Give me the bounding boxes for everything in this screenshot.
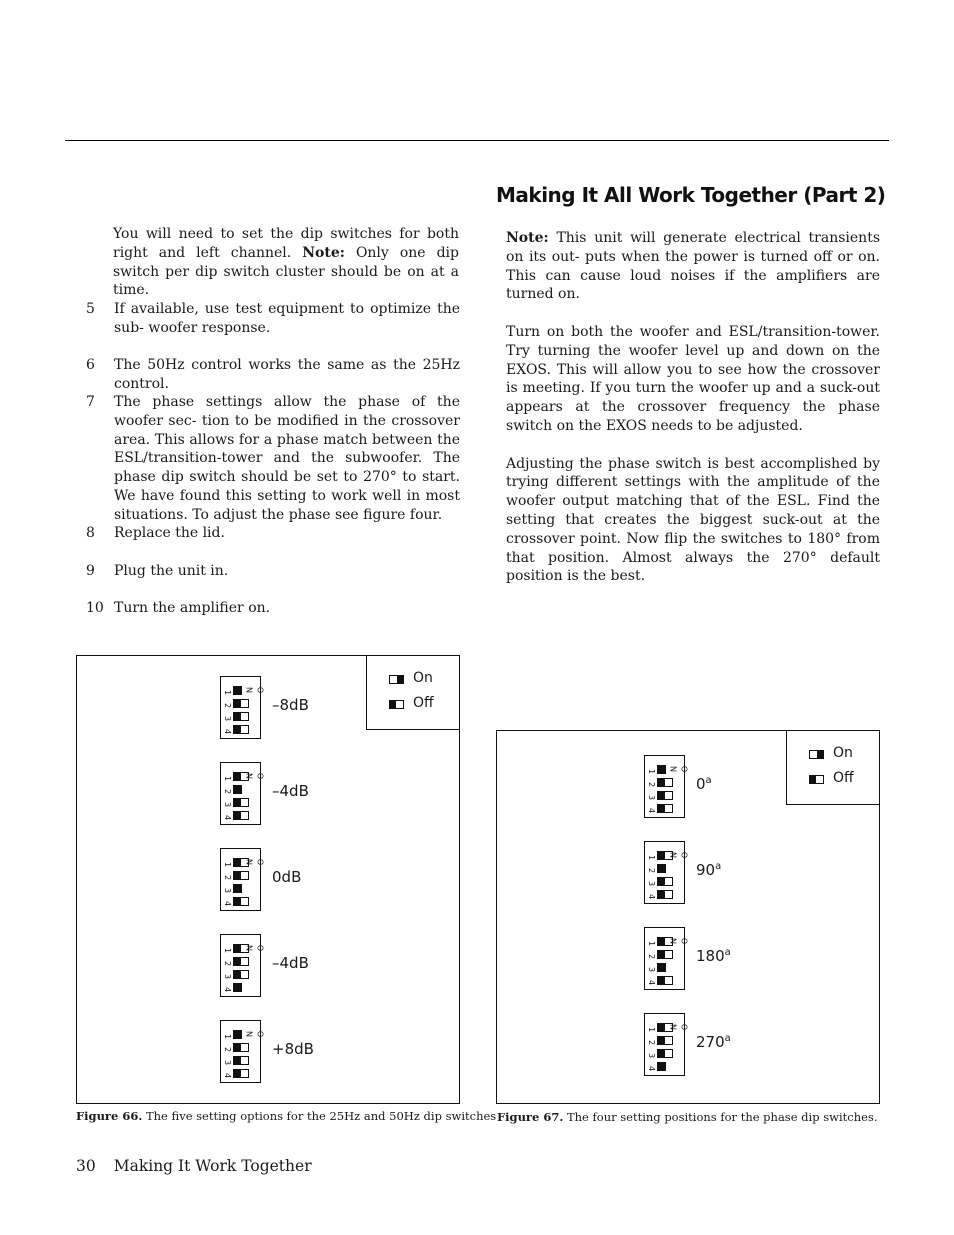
- step-text: Plug the unit in.: [114, 563, 229, 579]
- dip-switch-cluster: [220, 1020, 265, 1083]
- note-paragraph: [506, 229, 880, 304]
- switch-number: 4: [223, 986, 232, 993]
- switch-on: [657, 864, 666, 873]
- switch-off: [657, 1049, 673, 1058]
- switch-off: [233, 871, 249, 880]
- legend-off-label: Off: [413, 695, 434, 711]
- switch-number: 3: [647, 794, 656, 801]
- setting-value: 90: [696, 861, 716, 879]
- caption-label: Figure 67.: [497, 1110, 564, 1124]
- switch-number: 4: [647, 1065, 656, 1072]
- left-intro: [113, 225, 459, 300]
- legend-on-label: On: [413, 670, 433, 686]
- setting-superscript: a: [715, 861, 722, 872]
- setting-value: –4dB: [272, 954, 309, 972]
- switch-number: 3: [223, 973, 232, 980]
- switch-number: 2: [223, 702, 232, 709]
- setting-superscript: a: [724, 1033, 731, 1044]
- dip-switch-cluster: [644, 755, 689, 818]
- switch-off: [657, 890, 673, 899]
- step-text: If available, use test equipment to optimize the sub- woofer response.: [114, 301, 460, 336]
- switch-number: 1: [647, 768, 656, 775]
- dip-switch-cluster: [220, 762, 265, 825]
- section-heading: Making It All Work Together (Part 2): [496, 183, 886, 207]
- switch-numbers: [647, 1023, 656, 1075]
- setting-label: [696, 861, 721, 879]
- dip-switch-cluster: [220, 848, 265, 911]
- dip-switch-cluster: [644, 927, 689, 990]
- dip-switch-cluster: [220, 934, 265, 997]
- legend: [366, 655, 460, 730]
- switch-off: [233, 897, 249, 906]
- step-text: The phase settings allow the phase of the woofer sec- tion to be modified in the crossover area. This allows for a phase match between the ESL/transition-tower and the subwoofer. The phase dip switch should be set to 270° to start. We have found this setting to work well in most situations. To adjust the phase see figure four.: [114, 394, 460, 523]
- intro-text: You will need to set the dip switches for both right and left channel.: [113, 226, 459, 261]
- on-marker: O N: [668, 765, 689, 773]
- switch-number: 4: [223, 814, 232, 821]
- setting-value: 270: [696, 1033, 725, 1051]
- step-number: 10: [86, 600, 104, 616]
- dip-switch-cluster: [644, 841, 689, 904]
- legend-on-label: On: [833, 745, 853, 761]
- paragraph-1: Turn on both the woofer and ESL/transition-tower. Try turning the woofer level up and down on the EXOS. This will allow you to see how the crossover is meeting. If you turn the woofer up and a suck-out appears at the crossover frequency the phase switch on the EXOS needs to be adjusted.: [506, 323, 880, 434]
- switch-number: 1: [647, 854, 656, 861]
- intro-note-label: Note:: [302, 244, 345, 261]
- switch-number: 4: [223, 1072, 232, 1079]
- dip-switch-cluster: [220, 676, 265, 739]
- footer-section-title: Making It Work Together: [113, 1157, 312, 1175]
- switch-numbers: [647, 937, 656, 989]
- switch-off: [233, 1056, 249, 1065]
- setting-value: –4dB: [272, 782, 309, 800]
- switch-off: [233, 1069, 249, 1078]
- switch-number: 4: [647, 893, 656, 900]
- legend: [786, 730, 880, 805]
- switch-number: 1: [647, 1026, 656, 1033]
- switch-number: 4: [647, 807, 656, 814]
- switch-off: [657, 791, 673, 800]
- switch-numbers: [223, 944, 232, 996]
- switch-number: 4: [647, 979, 656, 986]
- setting-value: –8dB: [272, 696, 309, 714]
- switch-number: 1: [223, 861, 232, 868]
- switch-number: 2: [223, 1046, 232, 1053]
- on-marker: O N: [244, 944, 265, 952]
- switch-off: [657, 1023, 673, 1032]
- on-marker: O N: [244, 772, 265, 780]
- switch-number: 3: [223, 801, 232, 808]
- on-marker: O N: [668, 937, 689, 945]
- setting-label: [696, 947, 731, 965]
- switch-number: 3: [647, 880, 656, 887]
- figure-67-caption: [497, 1110, 877, 1124]
- figure-66: [76, 655, 460, 1104]
- switch-numbers: [223, 772, 232, 824]
- switch-off: [657, 851, 673, 860]
- switch-number: 3: [647, 966, 656, 973]
- switch-numbers: [223, 858, 232, 910]
- setting-value: 0dB: [272, 868, 302, 886]
- setting-value: 180: [696, 947, 725, 965]
- switch-number: 3: [223, 715, 232, 722]
- step-text: Replace the lid.: [114, 525, 225, 541]
- switch-number: 3: [223, 1059, 232, 1066]
- switch-on: [233, 1030, 242, 1039]
- caption-text: The five setting options for the 25Hz and 50Hz dip switches: [145, 1109, 497, 1123]
- setting-label: [696, 1033, 731, 1051]
- dip-switch-cluster: [644, 1013, 689, 1076]
- setting-label: [272, 782, 309, 800]
- switch-number: 2: [647, 1039, 656, 1046]
- setting-label: [272, 696, 309, 714]
- switch-off: [657, 778, 673, 787]
- switch-off: [233, 944, 249, 953]
- switch-off: [233, 798, 249, 807]
- on-marker: O N: [244, 858, 265, 866]
- on-marker: O N: [668, 851, 689, 859]
- switch-off: [657, 950, 673, 959]
- on-marker: O N: [244, 686, 265, 694]
- switch-number: 1: [223, 947, 232, 954]
- switch-number: 2: [647, 781, 656, 788]
- switch-off: [657, 937, 673, 946]
- header-rule: [65, 140, 889, 141]
- step-number: 9: [86, 563, 95, 579]
- setting-superscript: a: [724, 947, 731, 958]
- switch-on: [233, 686, 242, 695]
- figure-66-caption: [76, 1109, 496, 1123]
- switch-off: [233, 811, 249, 820]
- switch-number: 3: [223, 887, 232, 894]
- setting-value: +8dB: [272, 1040, 314, 1058]
- switch-off: [233, 957, 249, 966]
- step-number: 7: [86, 394, 95, 410]
- setting-label: [272, 954, 309, 972]
- page-number: 30: [76, 1157, 96, 1175]
- caption-label: Figure 66.: [76, 1109, 143, 1123]
- switch-on: [657, 1062, 666, 1071]
- on-marker: O N: [668, 1023, 689, 1031]
- switch-off: [233, 725, 249, 734]
- switch-number: 4: [223, 728, 232, 735]
- step-number: 6: [86, 357, 95, 373]
- switch-number: 2: [647, 953, 656, 960]
- switch-on-icon: [389, 675, 404, 684]
- legend-off-label: Off: [833, 770, 854, 786]
- switch-off-icon: [809, 775, 824, 784]
- switch-number: 1: [223, 689, 232, 696]
- setting-label: [696, 775, 712, 793]
- switch-off: [233, 1043, 249, 1052]
- switch-number: 1: [223, 1033, 232, 1040]
- switch-off: [657, 976, 673, 985]
- switch-off: [233, 712, 249, 721]
- switch-on: [233, 785, 242, 794]
- switch-off: [233, 970, 249, 979]
- switch-on-icon: [809, 750, 824, 759]
- switch-numbers: [223, 1030, 232, 1082]
- switch-off: [657, 877, 673, 886]
- switch-number: 2: [223, 874, 232, 881]
- switch-number: 4: [223, 900, 232, 907]
- switch-off: [233, 699, 249, 708]
- step-number: 5: [86, 301, 95, 317]
- caption-text: The four setting positions for the phase dip switches.: [566, 1110, 878, 1124]
- switch-numbers: [223, 686, 232, 738]
- switch-on: [657, 963, 666, 972]
- note-label: Note:: [506, 230, 549, 246]
- figure-67: [496, 730, 880, 1104]
- switch-number: 1: [223, 775, 232, 782]
- setting-label: [272, 868, 301, 886]
- switch-on: [657, 765, 666, 774]
- switch-number: 3: [647, 1052, 656, 1059]
- switch-numbers: [647, 765, 656, 817]
- switch-off: [657, 1036, 673, 1045]
- switch-on: [233, 884, 242, 893]
- switch-on: [233, 983, 242, 992]
- intro-note-text: Only one dip switch per dip switch cluster should be on at a time.: [113, 244, 459, 299]
- switch-number: 1: [647, 940, 656, 947]
- setting-superscript: a: [705, 775, 712, 786]
- switch-off: [233, 858, 249, 867]
- right-column: [506, 229, 880, 586]
- switch-off-icon: [389, 700, 404, 709]
- switch-number: 2: [223, 788, 232, 795]
- step-number: 8: [86, 525, 95, 541]
- switch-numbers: [647, 851, 656, 903]
- step-text: The 50Hz control works the same as the 25Hz control.: [114, 357, 460, 392]
- switch-number: 2: [223, 960, 232, 967]
- note-text: This unit will generate electrical transients on its out- puts when the power is turned off or on. This can cause loud noises if the amplifiers are turned on.: [506, 230, 881, 303]
- setting-value: 0: [696, 775, 706, 793]
- page-footer: [76, 1157, 312, 1175]
- switch-number: 2: [647, 867, 656, 874]
- setting-label: [272, 1040, 314, 1058]
- paragraph-2: Adjusting the phase switch is best accomplished by trying different settings with the amplitude of the woofer output matching that of the ESL. Find the setting that creates the biggest suck-out at the crossover point. Now flip the switches to 180° from that position. Almost always the 270° default position is the best.: [506, 455, 880, 585]
- step-text: Turn the amplifier on.: [114, 600, 271, 616]
- on-marker: O N: [244, 1030, 265, 1038]
- switch-off: [657, 804, 673, 813]
- switch-off: [233, 772, 249, 781]
